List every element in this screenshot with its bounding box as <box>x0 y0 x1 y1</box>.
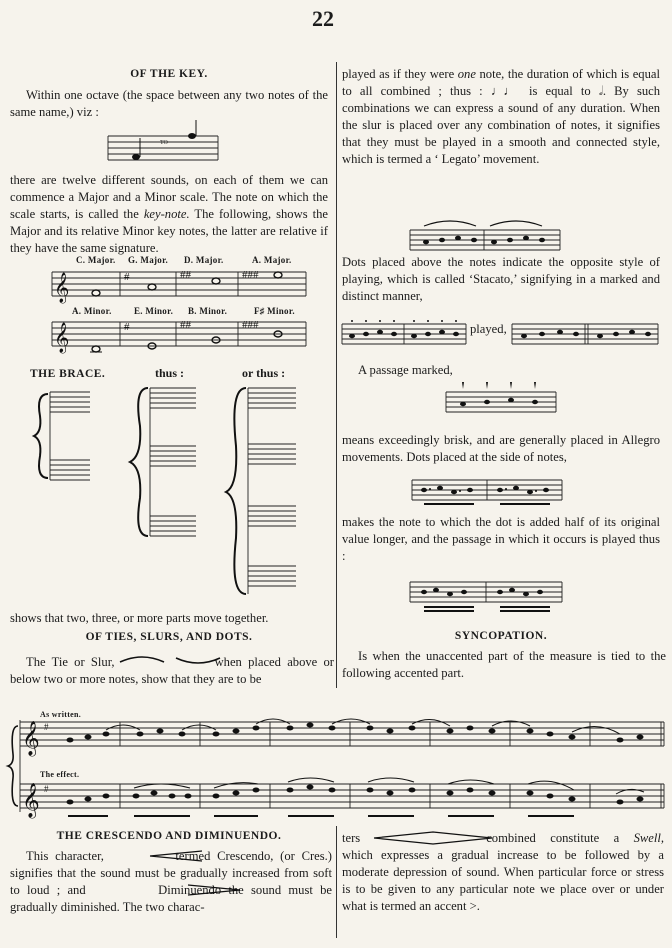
svg-text:𝄞: 𝄞 <box>54 323 70 353</box>
staccatissimo-staff <box>446 380 556 414</box>
svg-text:###: ### <box>242 319 259 331</box>
swell-b: combined constitute a <box>486 831 634 845</box>
r-p1-d: . By such combinations we can express a sound of any duration. When the slur is placed over any combination of notes, it signifies that they must be played in a smooth and connected style, which is termed a ‘ Legato’ movement. <box>342 84 661 166</box>
sync-text: Is when the unaccented part of the measure is tied to the following accented part. <box>342 649 666 680</box>
svg-text:#: # <box>44 784 49 794</box>
key-heading: OF THE KEY. <box>130 68 208 80</box>
the-effect-label: The effect. <box>40 770 80 779</box>
cresc-p-b: termed Crescendo, (or Cres.) signifies that the sound must be gradually increased from soft to loud ; and <box>10 849 332 897</box>
key-p2-a: there are twelve different sounds, on each of them we can commence a Major and a Minor scale. The note on which the scale starts, is called the <box>10 173 328 221</box>
column-divider <box>336 62 337 688</box>
key-paragraph-1: Within one octave (the space between any two notes of the same name,) viz : <box>10 88 328 119</box>
r-p1-a: played as if they were <box>342 67 458 81</box>
ties-p-b: when placed above or below two or more notes, show that they are to be <box>10 655 334 686</box>
minor-label: B. Minor. <box>188 306 228 316</box>
dotted-notes-staff <box>412 474 562 506</box>
legato-staff <box>410 218 560 252</box>
brisk-paragraph <box>342 432 660 466</box>
minor-keys-staff <box>52 316 306 356</box>
swell-symbol <box>372 831 494 845</box>
r-p4: means exceedingly brisk, and are generally placed in Allegro movements. Dots placed at the side of notes, <box>342 433 660 464</box>
svg-text:#: # <box>124 271 130 283</box>
cresc-p-c: Diminuendo the sound must be gradually diminished. The two charac- <box>10 883 332 914</box>
ties-p-a: The Tie or Slur, <box>26 655 115 669</box>
brace-orthus-label: or thus : <box>242 366 286 380</box>
crescendo-symbol <box>148 850 204 862</box>
svg-text:##: ## <box>180 319 191 331</box>
svg-text:###: ### <box>242 269 259 281</box>
minor-label: E. Minor. <box>134 306 174 316</box>
crescendo-heading: THE CRESCENDO AND DIMINUENDO. <box>56 830 282 842</box>
major-label: A. Major. <box>252 255 292 265</box>
r-p2: Dots placed above the notes indicate the opposite style of playing, which is called ‘Stacato,’ signifying in a marked and distinct manner, <box>342 255 660 303</box>
major-keys-staff <box>52 266 306 303</box>
brace-thus-label: thus : <box>155 366 185 380</box>
diminuendo-symbol <box>186 884 242 896</box>
syncopation-heading: SYNCOPATION. <box>454 630 548 642</box>
minor-label: A. Minor. <box>72 306 112 316</box>
brace-illustrations <box>34 386 324 596</box>
svg-text:#: # <box>124 321 130 333</box>
svg-text:𝄞: 𝄞 <box>22 783 40 818</box>
played-label: played, <box>470 322 507 336</box>
stacato-paragraph <box>342 254 660 305</box>
key-paragraph-2 <box>10 172 328 257</box>
stacato-staff <box>342 318 466 346</box>
played-staff <box>512 318 658 346</box>
cresc-p-a: This character, <box>26 849 104 863</box>
passage-marked <box>358 362 658 379</box>
column-divider-bottom <box>336 826 337 938</box>
svg-text:#: # <box>44 722 49 732</box>
brace-heading: THE BRACE. <box>30 368 106 380</box>
key-note-term: key-note. <box>143 207 190 221</box>
right-column-p1: played as if they were one note, the duration of which is equal to all combined ; thus : ♩♩ is equal to 𝅗𝅥. By such combinations we can express a sound of any duration. When the slur is placed over any combination of notes, it signifies that they must be played in a smooth and connected style, which is termed a ‘ Legato’ movement. <box>342 67 661 166</box>
page-number: 22 <box>312 6 334 31</box>
to-label: TO <box>160 140 168 146</box>
slur-symbols <box>118 652 228 672</box>
major-label: D. Major. <box>184 255 224 265</box>
r-p1-b: note, the duration of which is equal to all combined ; thus : <box>342 67 660 98</box>
ties-heading: OF TIES, SLURS, AND DOTS. <box>85 631 253 643</box>
r-p3: A passage marked, <box>358 363 453 377</box>
svg-text:##: ## <box>180 269 191 281</box>
major-label: G. Major. <box>128 255 169 265</box>
svg-text:𝄞: 𝄞 <box>54 273 70 303</box>
key-p2-b: The following, shows the Major and its relative Minor key notes, the latter are relative if they have the same signature. <box>10 207 328 255</box>
r-p1-c: is equal to <box>528 84 591 98</box>
minor-label: F♯ Minor. <box>254 306 295 316</box>
swell-c: which expresses a gradual increase to be followed by a moderate depression of sound. When particular force or stress is to be given to any particular note we place over or under what is termed an accent >. <box>342 848 664 913</box>
svg-text:𝄞: 𝄞 <box>22 721 40 756</box>
swell-a: ters <box>342 831 361 845</box>
swell-italic: Swell, <box>633 831 664 845</box>
r-p5: makes the note to which the dot is added half of its original value longer, and the passage in which it occurs is played thus : <box>342 515 660 563</box>
dotted-effect-staff <box>410 576 562 612</box>
major-label: C. Major. <box>76 255 116 265</box>
brace-text-block <box>10 610 328 646</box>
syncopation-example <box>10 704 664 822</box>
dot-paragraph <box>342 514 660 565</box>
octave-staff <box>108 132 218 164</box>
left-column <box>10 66 328 121</box>
r-p1-italic: one <box>457 67 476 81</box>
syncopation-paragraph <box>342 648 666 682</box>
brace-text: shows that two, three, or more parts move together. <box>10 611 269 625</box>
as-written-label: As written. <box>40 710 82 719</box>
